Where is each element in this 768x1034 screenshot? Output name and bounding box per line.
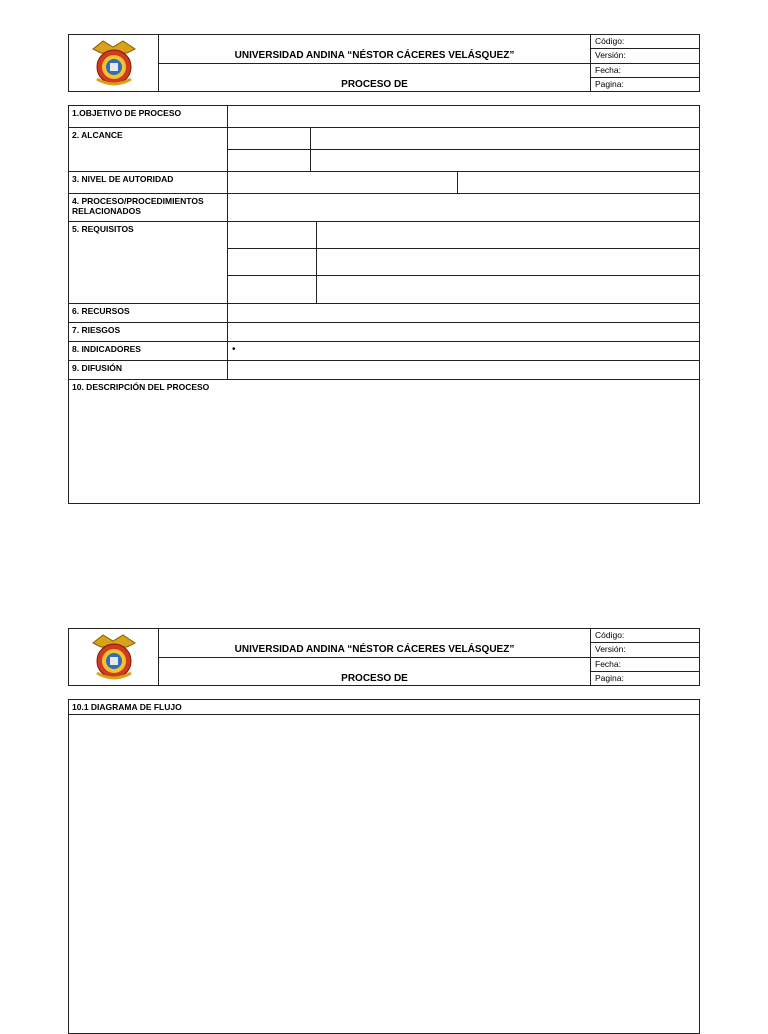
university-seal-icon — [89, 633, 139, 681]
university-name: UNIVERSIDAD ANDINA “NÉSTOR CÁCERES VELÁSQUEZ” — [158, 34, 591, 64]
requisitos-cell-2b[interactable] — [316, 248, 700, 276]
recursos-field[interactable] — [227, 303, 700, 323]
alcance-cell-2b[interactable] — [310, 149, 700, 172]
requisitos-cell-1b[interactable] — [316, 221, 700, 249]
nivel-cell-a[interactable] — [227, 171, 458, 194]
fecha-label: Fecha: — [590, 63, 700, 78]
version-label: Versión: — [590, 48, 700, 64]
diagrama-area[interactable] — [68, 714, 700, 1034]
pagina-label: Pagina: — [590, 77, 700, 92]
proceso-relacionado-label: 4. PROCESO/PROCEDIMIENTOS RELACIONADOS — [68, 193, 228, 222]
recursos-label: 6. RECURSOS — [68, 303, 228, 323]
header-page-1 — [68, 34, 700, 92]
nivel-label: 3. NIVEL DE AUTORIDAD — [68, 171, 228, 194]
indicadores-field[interactable] — [227, 341, 700, 361]
header-page-2 — [68, 628, 700, 686]
indicadores-bullet: • — [232, 344, 236, 355]
requisitos-cell-3a[interactable] — [227, 275, 317, 304]
requisitos-cell-1a[interactable] — [227, 221, 317, 249]
process-title: PROCESO DE — [158, 63, 591, 92]
process-title: PROCESO DE — [158, 657, 591, 686]
process-form — [68, 105, 700, 504]
difusion-label: 9. DIFUSIÓN — [68, 360, 228, 380]
descripcion-box[interactable] — [68, 379, 700, 504]
requisitos-cell-3b[interactable] — [316, 275, 700, 304]
university-name: UNIVERSIDAD ANDINA “NÉSTOR CÁCERES VELÁSQUEZ” — [158, 628, 591, 658]
proceso-relacionado-field[interactable] — [227, 193, 700, 222]
university-seal-icon — [89, 39, 139, 87]
alcance-cell-1b[interactable] — [310, 127, 700, 150]
pagina-label: Pagina: — [590, 671, 700, 686]
difusion-field[interactable] — [227, 360, 700, 380]
requisitos-cell-2a[interactable] — [227, 248, 317, 276]
riesgos-label: 7. RIESGOS — [68, 322, 228, 342]
nivel-cell-b[interactable] — [457, 171, 700, 194]
diagrama-label: 10.1 DIAGRAMA DE FLUJO — [68, 699, 700, 715]
codigo-label: Código: — [590, 34, 700, 49]
alcance-cell-1a[interactable] — [227, 127, 311, 150]
alcance-label: 2. ALCANCE — [68, 127, 228, 172]
descripcion-label: 10. DESCRIPCIÓN DEL PROCESO — [72, 382, 210, 392]
objetivo-field[interactable] — [227, 105, 700, 128]
requisitos-label: 5. REQUISITOS — [68, 221, 228, 304]
alcance-cell-2a[interactable] — [227, 149, 311, 172]
logo-cell — [68, 34, 159, 92]
riesgos-field[interactable] — [227, 322, 700, 342]
indicadores-label: 8. INDICADORES — [68, 341, 228, 361]
logo-cell — [68, 628, 159, 686]
fecha-label: Fecha: — [590, 657, 700, 672]
codigo-label: Código: — [590, 628, 700, 643]
objetivo-label: 1.OBJETIVO DE PROCESO — [68, 105, 228, 128]
version-label: Versión: — [590, 642, 700, 658]
